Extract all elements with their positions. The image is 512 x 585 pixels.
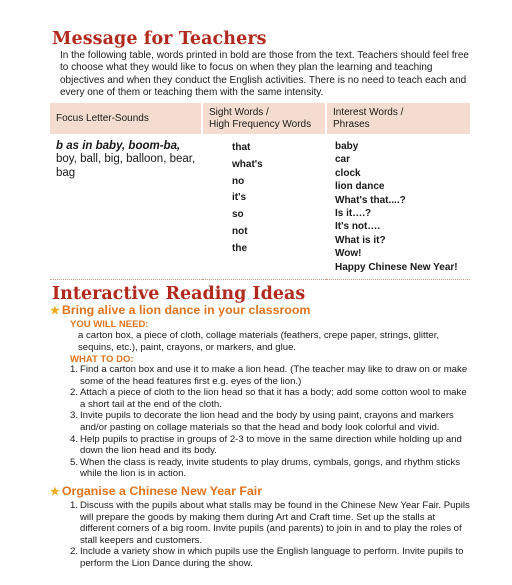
header-focus-letter-sounds: Focus Letter-Sounds <box>50 103 202 134</box>
sight-words-cell <box>202 134 326 280</box>
phrase: What is it? <box>335 234 386 246</box>
list-item: 1. Discuss with the pupils about what stalls may be found in the Chinese New Year Fair. Pupils will prepare the goods by making them during Art and Craft time. Set up the stalls at different corners of a big room. Invite pupils (and parents) to join in and to play the roles of stall keepers and customers. <box>70 500 470 546</box>
phrase: clock <box>335 167 361 179</box>
table-header-row <box>50 103 470 134</box>
lion-dance-heading: ★ Bring alive a lion dance in your classroom <box>50 303 311 317</box>
star-icon: ★ <box>50 304 60 317</box>
focus-letters: b as in baby, boom-ba, <box>56 140 181 152</box>
materials-text: a carton box, a piece of cloth, collage materials (feathers, crepe paper, strings, glitter, sequins, etc.), paint, crayons, or markers, and glue. <box>78 330 440 353</box>
lion-steps-list <box>70 364 472 480</box>
header-sight-words: Sight Words / High Frequency Words <box>202 103 326 134</box>
sight-word: the <box>232 242 247 254</box>
sight-word: it's <box>232 192 247 204</box>
phrase: lion dance <box>335 181 385 193</box>
message-intro: In the following table, words printed in bold are those from the text. Teachers should feel free to choose what they would like to focus on when they plan the learning and teaching objectives and when they conduct the English activities. There is no need to teach each and every one of them or teaching them with the same intensity. <box>60 50 469 99</box>
list-item: 4. Help pupils to practise in groups of 2-3 to move in the same direction while holding up and down the lion head and its body. <box>70 433 462 457</box>
list-item: 1. Find a carton box and use it to make a lion head. (The teacher may like to draw on or make some of the head features first e.g. eyes of the lion.) <box>70 364 468 387</box>
phrase: It's not…. <box>335 221 381 233</box>
list-item: 2. Attach a piece of cloth to the lion head so that it has a body; add some cotton wool to make a short tail at the end of the cloth. <box>70 387 467 410</box>
header-interest-words: Interest Words / Phrases <box>326 103 470 134</box>
phrase: baby <box>335 141 359 152</box>
sight-word: what's <box>232 158 263 170</box>
list-item: 3. Invite pupils to decorate the lion head and the body by using paint, crayons and markers and/or pasting on collage materials so that the head and body look colorful and vivid. <box>70 410 454 433</box>
sight-word: that <box>232 142 251 153</box>
phrase: car <box>335 154 351 166</box>
focus-table <box>50 103 470 280</box>
example-words: boy, ball, big, balloon, bear, bag <box>56 153 196 179</box>
letter-sounds-cell <box>50 134 202 280</box>
table-row <box>50 134 470 280</box>
you-will-need-label: YOU WILL NEED: <box>70 319 149 330</box>
star-icon: ★ <box>50 485 60 498</box>
sight-word: not <box>232 225 248 237</box>
phrase: Is it….? <box>335 208 372 220</box>
what-to-do-label: WHAT TO DO: <box>70 354 134 365</box>
phrase: Wow! <box>335 248 362 260</box>
list-item: 5. When the class is ready, invite students to play drums, cymbals, gongs, and rhythm sticks while the lion is in action. <box>70 456 461 480</box>
phrase: Happy Chinese New Year! <box>335 261 458 273</box>
ideas-title: Interactive Reading Ideas <box>52 284 306 304</box>
sight-word: so <box>232 209 244 221</box>
fair-steps-list <box>70 500 472 570</box>
sight-word: no <box>232 175 245 187</box>
phrase: What's that....? <box>335 194 406 206</box>
new-year-fair-heading: ★ Organise a Chinese New Year Fair <box>50 484 263 498</box>
list-item: 2. Include a variety show in which pupils use the English language to perform. Invite pupils to perform the Lion Dance during the show. <box>70 546 464 569</box>
message-title: Message for Teachers <box>52 29 267 49</box>
phrases-cell <box>326 134 470 280</box>
